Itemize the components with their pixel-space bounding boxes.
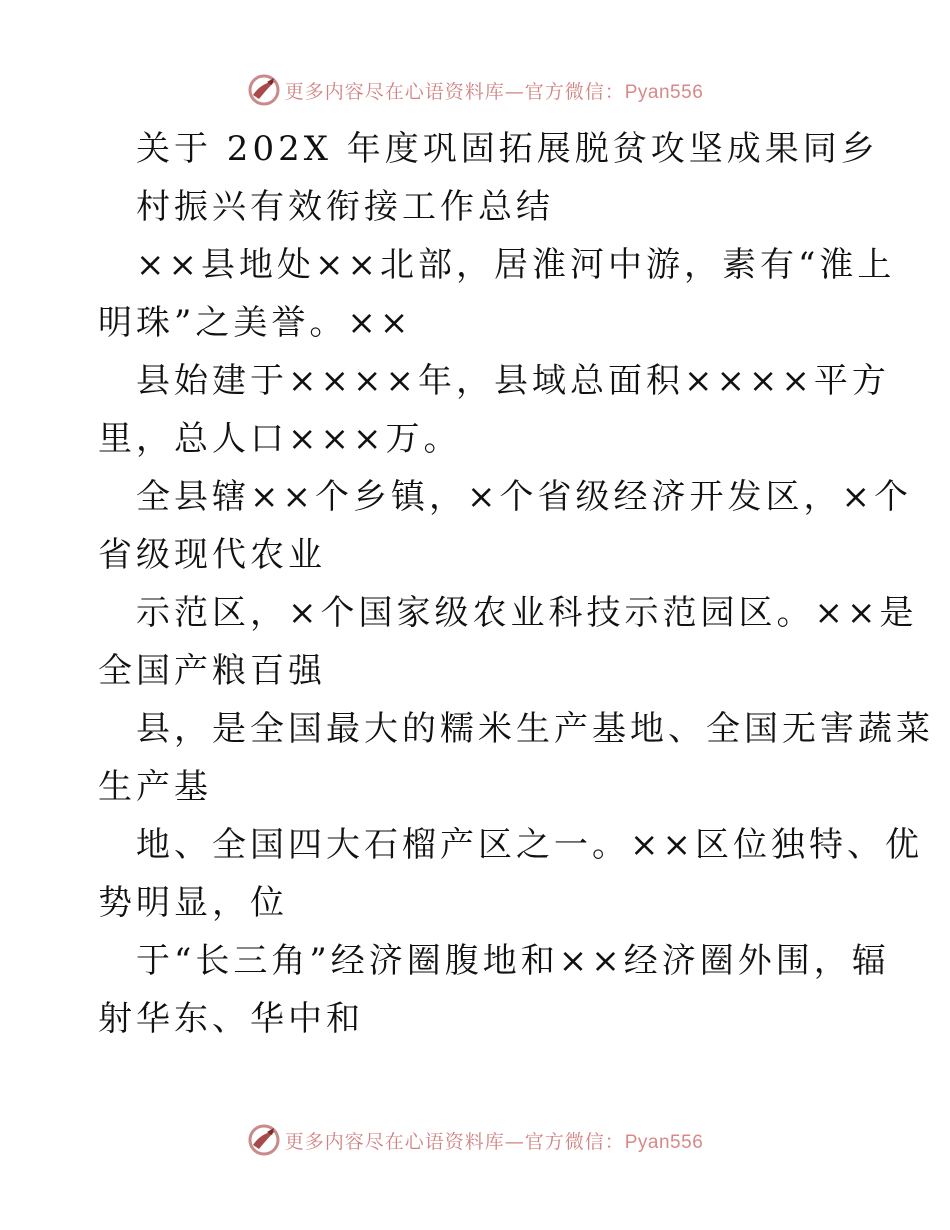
doc-text-line: 势明显，位	[98, 883, 288, 923]
document-body	[98, 120, 934, 1048]
pen-logo-icon	[247, 73, 281, 107]
doc-text-line: 县，是全国最大的糯米生产基地、全国无害蔬菜	[136, 709, 934, 749]
doc-text-line: ××县地处××北部，居淮河中游，素有“淮上	[136, 245, 896, 285]
doc-title-line: 关于 202X 年度巩固拓展脱贫攻坚成果同乡	[136, 129, 879, 169]
banner-label: 更多内容尽在心语资料库—官方微信：	[284, 1130, 625, 1153]
pen-logo-icon	[247, 1123, 281, 1157]
doc-text-line: 县始建于××××年，县域总面积××××平方	[136, 361, 890, 401]
doc-text-line: 射华东、华中和	[98, 999, 364, 1039]
doc-text-line: 示范区，×个国家级农业科技示范园区。××是	[136, 593, 918, 633]
doc-text-line: 于“长三角”经济圈腹地和××经济圈外围，辐	[136, 941, 890, 981]
doc-text-line: 省级现代农业	[98, 535, 326, 575]
footer-banner	[0, 1120, 950, 1160]
doc-text-line: 全国产粮百强	[98, 651, 326, 691]
banner-text	[285, 77, 704, 104]
banner-label: 更多内容尽在心语资料库—官方微信：	[284, 80, 625, 103]
doc-text-line: 地、全国四大石榴产区之一。××区位独特、优	[136, 825, 923, 865]
wechat-id: Pyan556	[624, 1131, 704, 1153]
doc-text-line: 明珠”之美誉。××	[98, 303, 413, 343]
doc-title-line: 村振兴有效衔接工作总结	[136, 187, 554, 227]
header-banner	[0, 70, 950, 110]
wechat-id: Pyan556	[624, 81, 704, 103]
banner-text	[285, 1127, 704, 1154]
doc-text-line: 里，总人口×××万。	[98, 419, 462, 459]
doc-text-line: 全县辖××个乡镇，×个省级经济开发区，×个	[136, 477, 912, 517]
doc-text-line: 生产基	[98, 767, 212, 807]
